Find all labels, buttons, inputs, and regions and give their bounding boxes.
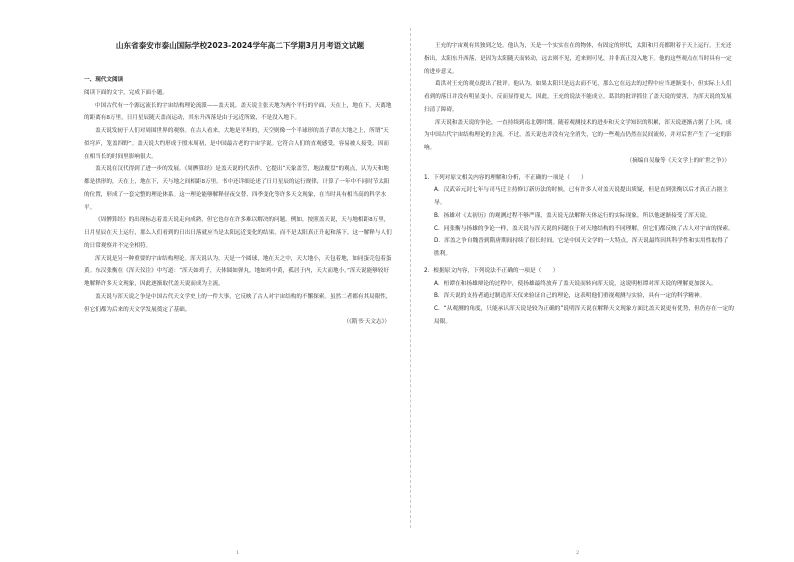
left-paragraph: 盖天说与浑天说之争是中国古代天文学史上的一件大事，它反映了古人对宇宙结构的不懈探索。虽然二者都有其局限性，但它们都为后来的天文学发展奠定了基础。 xyxy=(84,293,392,313)
right-paragraph: 葛洪对王充的观点提出了批评。他认为，如果太阳只是远去而不见，那么它在远去的过程中应当逐渐变小，但实际上人们看到的落日并没有明显变小，反而显得更大。因此，王充的说法不能成立。葛洪的批评抓住了盖天说的要害，为浑天说的发展扫清了障碍。 xyxy=(424,81,732,113)
left-paragraph: 盖天说发轫于人们对周围世界的观察。在古人看来，大地是平坦的，天空则像一个半球形的盖子罩在大地之上，所谓“天似穹庐，笼盖四野”。盖天说大约形成于殷末周初，是中国最古老的宇宙学说。它符合人们的直观感受，容易被人接受，因而在相当长的时间里影响很大。 xyxy=(84,128,389,160)
right-column xyxy=(424,40,734,329)
question-option: B．扬雄对《太初历》的观测过程不够严谨，盖天说无法解释天体运行的实际现象，所以他逐渐接受了浑天说。 xyxy=(434,212,711,219)
question-option: A．汉武帝元封七年与司马迁主持修订新历法的时候，已有许多人对盖天说提出质疑，但是直到张衡以后才真正占据主导。 xyxy=(434,187,728,206)
question-option: B．浑天说的支持者通过制造浑天仪来验证自己的理论，这表明他们重视观测与实验，具有一定的科学精神。 xyxy=(434,293,706,300)
question-option: C．“从观测的角度，只能承认浑天说是较为正确的”说明浑天说在解释天文现象方面比盖天说更有优势，但仍存在一定的局限。 xyxy=(434,306,734,325)
question-option: C．同张衡与扬雄的争论一样，盖天说与浑天说的问题在于对天地结构的不同理解，但它们都反映了古人对宇宙的探索。 xyxy=(434,225,734,232)
left-paragraph: 《周髀算经》的出现标志着盖天说走向成熟，但它也存在许多难以解决的问题。例如，按照盖天说，天与地相距8万里，日月星辰在天上运行，那么人们看到的日出日落就应当是太阳远近变化的结果，而不是太阳真正升起和落下。这一解释与人们的日常观察并不完全相符。 xyxy=(84,217,392,249)
left-paragraph: 浑天说是另一种重要的宇宙结构理论。浑天说认为，天是一个圆球，地在天之中，天大地小，天包着地，如同蛋壳包着蛋黄。东汉张衡在《浑天仪注》中写道：“浑天如鸡子，天体圆如弹丸，地如鸡中黄，孤居于内，天大而地小。”浑天说能够较好地解释许多天文现象，因此逐渐取代盖天说而成为主流。 xyxy=(84,255,392,287)
section-heading: 一、现代文阅读 xyxy=(84,77,124,83)
question-option: A．桓谭在和扬雄辩论的过程中，使扬雄最终放弃了盖天说而转向浑天说，这说明桓谭对浑天说的理解更加深入。 xyxy=(434,280,717,287)
left-column xyxy=(84,74,394,329)
right-paragraph: 王充的宇宙观有其独到之处。他认为，天是一个实实在在的物体，有固定的形状，太阳和月亮都附着于天上运行。王充还指出，太阳东升西落，是因为太阳随天而转动，远去则不见，近来则可见，并非真正没入地下。他的这些观点在当时具有一定的进步意义。 xyxy=(424,43,732,75)
left-paragraph: 中国古代有一个源远流长的宇宙结构理论流派——盖天说。盖天说主张天地为两个平行的平面，天在上，地在下，天离地的距离有8万里，日月星辰随天盖而运动，其东升西落是由于远近所致，不是没入地下。 xyxy=(84,102,392,122)
source-citation: （摘编自吴璇等《天文学上的旷世之争》） xyxy=(626,157,730,164)
question-stem: 1．下列对原文相关内容的理解和分析，不正确的一项是（ ） xyxy=(424,174,587,181)
page-number-right: 2 xyxy=(576,550,580,556)
question-option: D．浑盖之争自魏晋到隋唐期间持续了很长时间，它是中国天文学的一大特点，浑天说最终因其科学性和实用性取得了胜利。 xyxy=(434,238,729,257)
page-number-left: 1 xyxy=(236,550,240,556)
left-footnote: （《隋书·天文志》） xyxy=(343,319,390,326)
left-paragraph: 盖天说在汉代得到了进一步的发展。《周髀算经》是盖天说的代表作，它提出“天象盖笠，地法覆盘”的观点，认为天和地都是拱形的，天在上，地在下，天与地之间相距8万里。书中还详细论述了日月星辰的运行规律，计算了一年中不同时节太阳的位置，形成了一套完整的理论体系。这一理论能够解释昼夜交替、四季变化等许多天文现象，在当时具有相当高的科学水平。 xyxy=(84,166,390,211)
right-paragraph: 浑天说和盖天说的争论，一直持续到南北朝时期。随着观测技术的进步和天文学知识的积累，浑天说逐渐占据了上风，成为中国古代宇宙结构理论的主流。不过，盖天说也并没有完全消失，它的一些观点仍然在民间流传，并对后世产生了一定的影响。 xyxy=(424,119,732,151)
reading-instruction: 阅读下面的文字，完成下面小题。 xyxy=(84,89,168,96)
document-title: 山东省泰安市泰山国际学校2023-2024学年高二下学期3月月考语文试题 xyxy=(115,41,365,50)
column-divider xyxy=(410,28,411,528)
question-stem: 2．根据原文内容，下列说法不正确的一项是（ ） xyxy=(424,267,559,274)
